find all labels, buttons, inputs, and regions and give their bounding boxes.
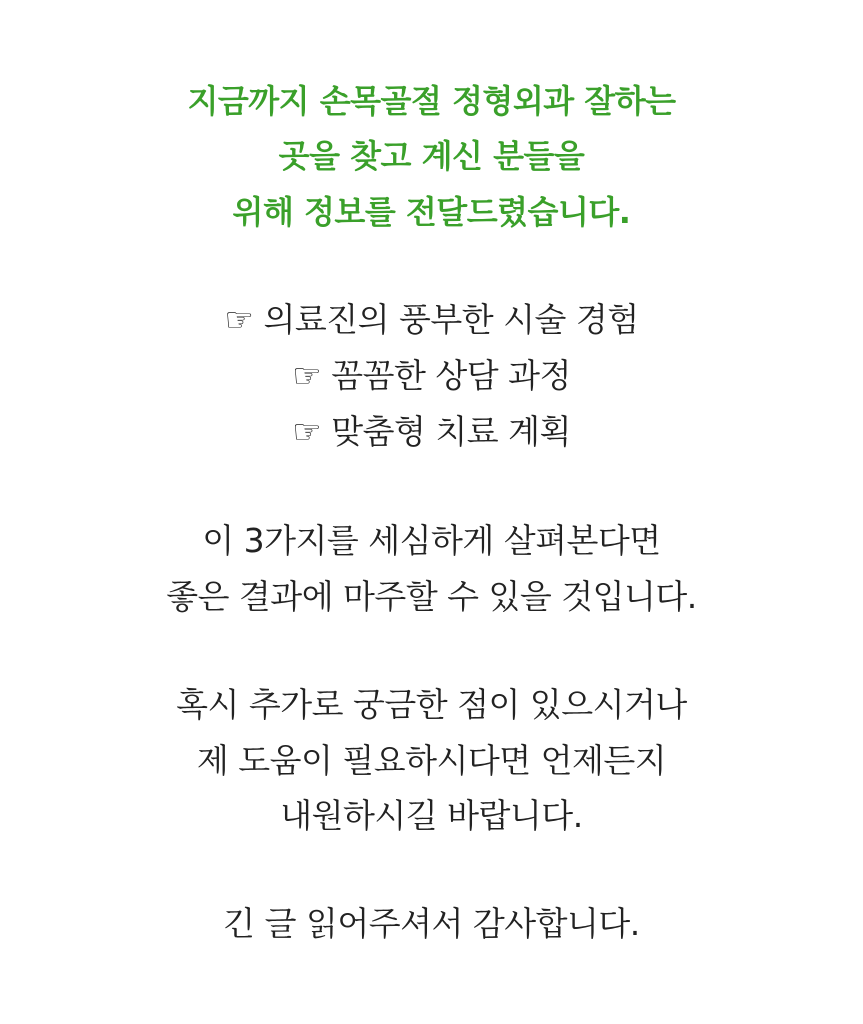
- intro-line-2: 곳을 찾고 계신 분들을: [278, 137, 585, 175]
- checklist-item-experience: ☞ 의료진의 풍부한 시술 경험: [224, 300, 639, 339]
- checklist-item-consultation: ☞ 꼼꼼한 상담 과정: [292, 356, 571, 395]
- contact-line-2: 제 도움이 필요하시다면 언제든지: [196, 741, 667, 780]
- contact-line-3: 내원하시길 바랍니다.: [280, 796, 583, 835]
- contact-line-1: 혹시 추가로 궁금한 점이 있으시거나: [176, 685, 687, 724]
- closing-line: 긴 글 읽어주셔서 감사합니다.: [223, 904, 640, 943]
- advice-line-2: 좋은 결과에 마주할 수 있을 것입니다.: [166, 577, 697, 616]
- checklist-item-treatment-plan: ☞ 맞춤형 치료 계획: [292, 412, 571, 451]
- intro-line-1: 지금까지 손목골절 정형외과 잘하는: [187, 82, 676, 120]
- advice-line-1: 이 3가지를 세심하게 살펴본다면: [202, 521, 661, 560]
- intro-line-3: 위해 정보를 전달드렸습니다.: [232, 193, 631, 231]
